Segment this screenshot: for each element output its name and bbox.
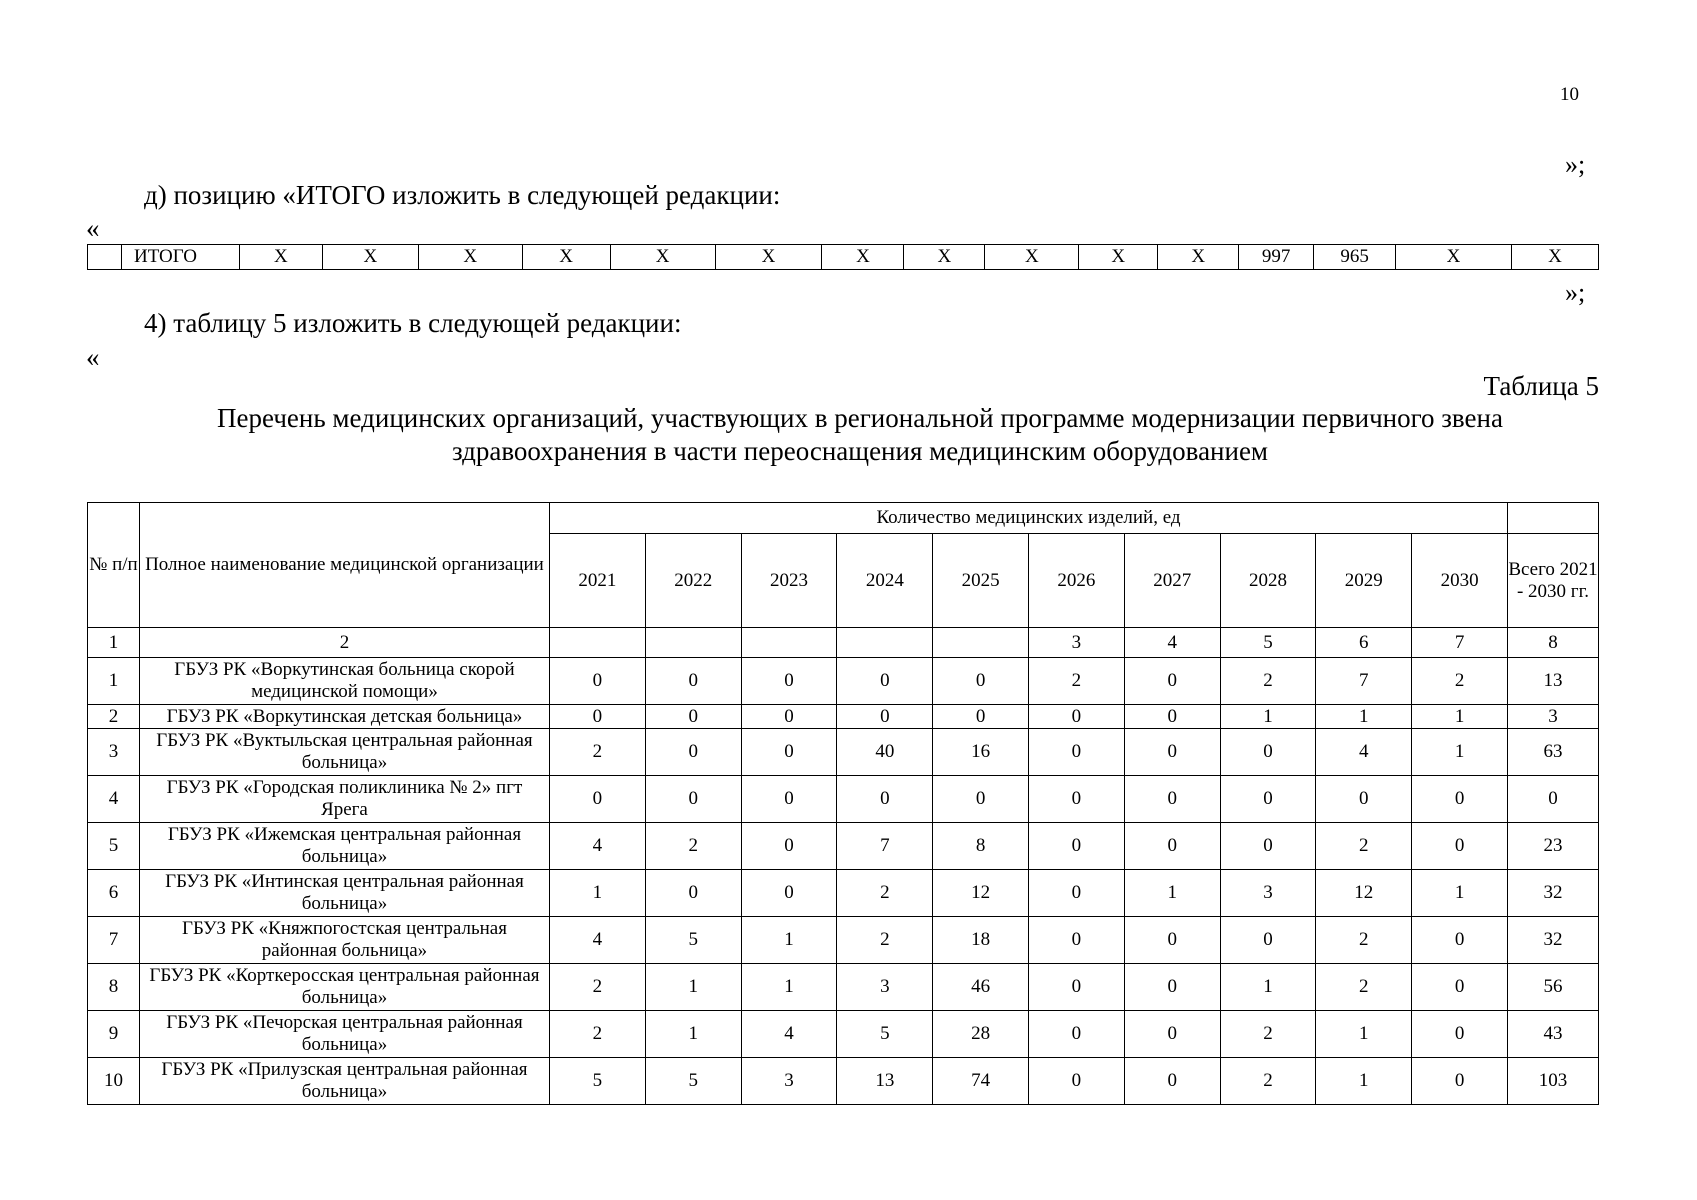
index-cell: 6 xyxy=(1316,628,1412,658)
value-cell: 0 xyxy=(1124,964,1220,1011)
org-name: ГБУЗ РК «Ижемская центральная районная больница» xyxy=(139,823,549,870)
table-row xyxy=(88,823,1599,870)
value-cell: 0 xyxy=(741,658,837,705)
value-cell: 0 xyxy=(1412,964,1508,1011)
year-header: 2029 xyxy=(1316,534,1412,628)
value-cell: 0 xyxy=(1124,658,1220,705)
year-header: 2025 xyxy=(933,534,1029,628)
total-cell: 56 xyxy=(1508,964,1599,1011)
itogo-cell: Х xyxy=(1079,245,1158,270)
value-cell: 74 xyxy=(933,1058,1029,1105)
value-cell: 0 xyxy=(645,870,741,917)
org-name: ГБУЗ РК «Печорская центральная районная больница» xyxy=(139,1011,549,1058)
value-cell: 0 xyxy=(837,705,933,729)
header-total: Всего 2021 - 2030 гг. xyxy=(1508,534,1599,628)
value-cell: 0 xyxy=(1220,917,1316,964)
title-line-2: здравоохранения в части переоснащения медицинским оборудованием xyxy=(451,436,1269,466)
value-cell: 0 xyxy=(1412,917,1508,964)
value-cell: 0 xyxy=(645,776,741,823)
value-cell: 40 xyxy=(837,729,933,776)
value-cell: 1 xyxy=(1316,705,1412,729)
value-cell: 0 xyxy=(1124,823,1220,870)
value-cell: 0 xyxy=(645,705,741,729)
value-cell: 0 xyxy=(1029,1058,1125,1105)
row-number: 6 xyxy=(88,870,140,917)
value-cell: 1 xyxy=(1412,870,1508,917)
paragraph-d: д) позицию «ИТОГО изложить в следующей редакции: xyxy=(144,180,781,210)
total-cell: 32 xyxy=(1508,870,1599,917)
year-header: 2030 xyxy=(1412,534,1508,628)
year-header: 2022 xyxy=(645,534,741,628)
total-cell: 3 xyxy=(1508,705,1599,729)
itogo-cell: Х xyxy=(610,245,715,270)
value-cell: 0 xyxy=(741,729,837,776)
itogo-row xyxy=(88,245,1599,270)
table-row xyxy=(88,964,1599,1011)
itogo-cell: Х xyxy=(904,245,985,270)
row-number: 9 xyxy=(88,1011,140,1058)
value-cell: 0 xyxy=(837,658,933,705)
value-cell: 0 xyxy=(933,776,1029,823)
value-cell: 0 xyxy=(645,729,741,776)
value-cell: 2 xyxy=(550,1011,646,1058)
value-cell: 1 xyxy=(1316,1058,1412,1105)
closing-quote: »; xyxy=(1565,278,1586,307)
total-cell: 0 xyxy=(1508,776,1599,823)
value-cell: 0 xyxy=(1412,776,1508,823)
value-cell: 12 xyxy=(1316,870,1412,917)
index-cell: 7 xyxy=(1412,628,1508,658)
itogo-cell: Х xyxy=(1511,245,1598,270)
value-cell: 0 xyxy=(741,870,837,917)
value-cell: 3 xyxy=(837,964,933,1011)
value-cell: 5 xyxy=(837,1011,933,1058)
opening-quote: « xyxy=(86,342,100,372)
value-cell: 2 xyxy=(1316,964,1412,1011)
value-cell: 0 xyxy=(1029,917,1125,964)
value-cell: 2 xyxy=(550,964,646,1011)
row-number: 10 xyxy=(88,1058,140,1105)
itogo-cell xyxy=(88,245,122,270)
org-name: ГБУЗ РК «Воркутинская больница скорой медицинской помощи» xyxy=(139,658,549,705)
index-cell xyxy=(550,628,646,658)
value-cell: 0 xyxy=(1412,1011,1508,1058)
value-cell: 8 xyxy=(933,823,1029,870)
org-name: ГБУЗ РК «Городская поликлиника № 2» пгт Ярега xyxy=(139,776,549,823)
index-cell xyxy=(933,628,1029,658)
value-cell: 1 xyxy=(645,1011,741,1058)
row-number: 3 xyxy=(88,729,140,776)
value-cell: 4 xyxy=(550,917,646,964)
row-number: 4 xyxy=(88,776,140,823)
itogo-cell: Х xyxy=(1158,245,1239,270)
opening-quote: « xyxy=(86,213,100,243)
index-cell xyxy=(645,628,741,658)
total-cell: 23 xyxy=(1508,823,1599,870)
total-cell: 13 xyxy=(1508,658,1599,705)
itogo-cell: Х xyxy=(239,245,322,270)
value-cell: 1 xyxy=(1412,705,1508,729)
year-header: 2026 xyxy=(1029,534,1125,628)
value-cell: 28 xyxy=(933,1011,1029,1058)
closing-quote: »; xyxy=(1565,150,1586,179)
org-name: ГБУЗ РК «Воркутинская детская больница» xyxy=(139,705,549,729)
org-name: ГБУЗ РК «Корткеросская центральная районная больница» xyxy=(139,964,549,1011)
value-cell: 0 xyxy=(933,705,1029,729)
index-row xyxy=(88,628,1599,658)
index-cell xyxy=(741,628,837,658)
value-cell: 0 xyxy=(550,658,646,705)
row-number: 1 xyxy=(88,658,140,705)
value-cell: 1 xyxy=(1316,1011,1412,1058)
value-cell: 12 xyxy=(933,870,1029,917)
value-cell: 2 xyxy=(1412,658,1508,705)
header-blank xyxy=(1508,503,1599,534)
table-title xyxy=(120,402,1600,468)
table-label: Таблица 5 xyxy=(1483,371,1599,401)
total-cell: 63 xyxy=(1508,729,1599,776)
table-row xyxy=(88,1058,1599,1105)
value-cell: 0 xyxy=(1029,729,1125,776)
table-row xyxy=(88,1011,1599,1058)
index-cell: 8 xyxy=(1508,628,1599,658)
itogo-label: ИТОГО xyxy=(121,245,239,270)
row-number: 8 xyxy=(88,964,140,1011)
value-cell: 1 xyxy=(550,870,646,917)
value-cell: 3 xyxy=(1220,870,1316,917)
row-number: 7 xyxy=(88,917,140,964)
value-cell: 0 xyxy=(1029,705,1125,729)
value-cell: 0 xyxy=(1124,776,1220,823)
value-cell: 7 xyxy=(1316,658,1412,705)
itogo-table xyxy=(87,244,1599,270)
value-cell: 3 xyxy=(741,1058,837,1105)
value-cell: 2 xyxy=(1029,658,1125,705)
value-cell: 0 xyxy=(1029,870,1125,917)
value-cell: 0 xyxy=(1220,823,1316,870)
equipment-table xyxy=(87,502,1599,1105)
value-cell: 0 xyxy=(1316,776,1412,823)
value-cell: 0 xyxy=(1220,729,1316,776)
value-cell: 0 xyxy=(837,776,933,823)
value-cell: 7 xyxy=(837,823,933,870)
value-cell: 0 xyxy=(933,658,1029,705)
value-cell: 0 xyxy=(1124,729,1220,776)
index-cell: 1 xyxy=(88,628,140,658)
itogo-cell: 997 xyxy=(1239,245,1314,270)
value-cell: 4 xyxy=(741,1011,837,1058)
table-row xyxy=(88,729,1599,776)
page-number: 10 xyxy=(1560,84,1579,105)
total-cell: 103 xyxy=(1508,1058,1599,1105)
value-cell: 18 xyxy=(933,917,1029,964)
value-cell: 1 xyxy=(741,917,837,964)
value-cell: 0 xyxy=(1029,823,1125,870)
value-cell: 1 xyxy=(1220,964,1316,1011)
value-cell: 2 xyxy=(837,917,933,964)
value-cell: 2 xyxy=(550,729,646,776)
value-cell: 0 xyxy=(550,705,646,729)
year-header: 2023 xyxy=(741,534,837,628)
org-name: ГБУЗ РК «Прилузская центральная районная больница» xyxy=(139,1058,549,1105)
value-cell: 0 xyxy=(741,823,837,870)
org-name: ГБУЗ РК «Вуктыльская центральная районная больница» xyxy=(139,729,549,776)
itogo-cell: Х xyxy=(522,245,610,270)
year-header: 2024 xyxy=(837,534,933,628)
value-cell: 2 xyxy=(837,870,933,917)
value-cell: 2 xyxy=(1220,1058,1316,1105)
itogo-cell: Х xyxy=(418,245,522,270)
index-cell: 2 xyxy=(139,628,549,658)
header-org: Полное наименование медицинской организации xyxy=(139,503,549,628)
itogo-cell: Х xyxy=(715,245,822,270)
table-row xyxy=(88,705,1599,729)
value-cell: 0 xyxy=(550,776,646,823)
value-cell: 1 xyxy=(645,964,741,1011)
value-cell: 4 xyxy=(550,823,646,870)
table-row xyxy=(88,658,1599,705)
index-cell: 5 xyxy=(1220,628,1316,658)
value-cell: 0 xyxy=(645,658,741,705)
table-row xyxy=(88,870,1599,917)
value-cell: 1 xyxy=(1412,729,1508,776)
index-cell xyxy=(837,628,933,658)
value-cell: 16 xyxy=(933,729,1029,776)
header-row-1 xyxy=(88,503,1599,534)
value-cell: 46 xyxy=(933,964,1029,1011)
value-cell: 1 xyxy=(1220,705,1316,729)
itogo-cell: Х xyxy=(822,245,904,270)
value-cell: 13 xyxy=(837,1058,933,1105)
itogo-cell: Х xyxy=(322,245,418,270)
value-cell: 0 xyxy=(741,705,837,729)
table-row xyxy=(88,776,1599,823)
itogo-cell: Х xyxy=(1396,245,1512,270)
row-number: 5 xyxy=(88,823,140,870)
value-cell: 2 xyxy=(1316,917,1412,964)
paragraph-4: 4) таблицу 5 изложить в следующей редакции: xyxy=(144,308,682,338)
value-cell: 4 xyxy=(1316,729,1412,776)
header-num: № п/п xyxy=(88,503,140,628)
year-header: 2028 xyxy=(1220,534,1316,628)
value-cell: 0 xyxy=(1220,776,1316,823)
itogo-cell: Х xyxy=(985,245,1079,270)
itogo-cell: 965 xyxy=(1314,245,1396,270)
value-cell: 2 xyxy=(1220,1011,1316,1058)
value-cell: 2 xyxy=(645,823,741,870)
table-row xyxy=(88,917,1599,964)
value-cell: 5 xyxy=(550,1058,646,1105)
title-line-1: Перечень медицинских организаций, участвующих в региональной программе модернизации первичного звена xyxy=(217,403,1503,433)
total-cell: 32 xyxy=(1508,917,1599,964)
value-cell: 2 xyxy=(1316,823,1412,870)
value-cell: 1 xyxy=(741,964,837,1011)
value-cell: 0 xyxy=(741,776,837,823)
value-cell: 0 xyxy=(1124,917,1220,964)
table-body xyxy=(88,658,1599,1105)
org-name: ГБУЗ РК «Княжпогостская центральная районная больница» xyxy=(139,917,549,964)
row-number: 2 xyxy=(88,705,140,729)
value-cell: 0 xyxy=(1412,823,1508,870)
value-cell: 1 xyxy=(1124,870,1220,917)
value-cell: 0 xyxy=(1124,1058,1220,1105)
value-cell: 5 xyxy=(645,917,741,964)
org-name: ГБУЗ РК «Интинская центральная районная больница» xyxy=(139,870,549,917)
value-cell: 0 xyxy=(1029,776,1125,823)
value-cell: 2 xyxy=(1220,658,1316,705)
value-cell: 0 xyxy=(1029,964,1125,1011)
value-cell: 5 xyxy=(645,1058,741,1105)
index-cell: 3 xyxy=(1029,628,1125,658)
year-header: 2021 xyxy=(550,534,646,628)
value-cell: 0 xyxy=(1124,705,1220,729)
value-cell: 0 xyxy=(1412,1058,1508,1105)
year-header: 2027 xyxy=(1124,534,1220,628)
header-quantity: Количество медицинских изделий, ед xyxy=(550,503,1508,534)
index-cell: 4 xyxy=(1124,628,1220,658)
value-cell: 0 xyxy=(1029,1011,1125,1058)
total-cell: 43 xyxy=(1508,1011,1599,1058)
value-cell: 0 xyxy=(1124,1011,1220,1058)
